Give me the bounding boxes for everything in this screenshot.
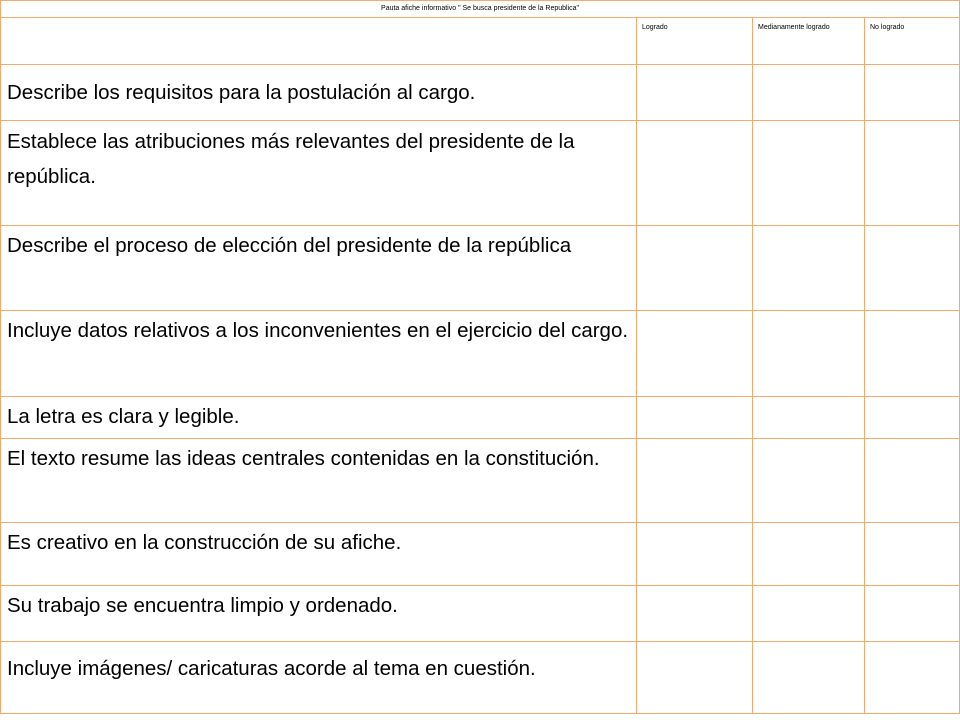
criterion-row (1, 311, 960, 397)
score-cell-logrado[interactable] (637, 121, 753, 226)
criterion-row (1, 439, 960, 523)
score-cell-medianamente-logrado[interactable] (753, 586, 865, 642)
score-cell-no-logrado[interactable] (865, 311, 960, 397)
criterion-text: Incluye imágenes/ caricaturas acorde al tema en cuestión. (1, 642, 637, 714)
title-row (1, 1, 960, 18)
score-cell-medianamente-logrado[interactable] (753, 65, 865, 121)
score-cell-no-logrado[interactable] (865, 586, 960, 642)
criterion-text: Incluye datos relativos a los inconvenientes en el ejercicio del cargo. (1, 311, 637, 397)
score-cell-medianamente-logrado[interactable] (753, 226, 865, 311)
criterion-row (1, 397, 960, 439)
score-cell-logrado[interactable] (637, 586, 753, 642)
criterion-text: La letra es clara y legible. (1, 397, 637, 439)
criteria-header-cell (1, 18, 637, 65)
score-cell-logrado[interactable] (637, 642, 753, 714)
score-cell-no-logrado[interactable] (865, 65, 960, 121)
criterion-row (1, 121, 960, 226)
score-cell-medianamente-logrado[interactable] (753, 397, 865, 439)
column-header-logrado: Logrado (637, 18, 753, 65)
column-header-medianamente-logrado: Medianamente logrado (753, 18, 865, 65)
score-cell-no-logrado[interactable] (865, 226, 960, 311)
criterion-text: Describe el proceso de elección del presidente de la república (1, 226, 637, 311)
score-cell-medianamente-logrado[interactable] (753, 642, 865, 714)
score-cell-no-logrado[interactable] (865, 642, 960, 714)
criterion-text: Es creativo en la construcción de su afiche. (1, 523, 637, 586)
score-cell-medianamente-logrado[interactable] (753, 523, 865, 586)
criterion-text: Describe los requisitos para la postulación al cargo. (1, 65, 637, 121)
rubric-title: Pauta afiche informativo " Se busca presidente de la Republica" (1, 1, 960, 18)
criterion-text: El texto resume las ideas centrales contenidas en la constitución. (1, 439, 637, 523)
criterion-row (1, 226, 960, 311)
criterion-row (1, 65, 960, 121)
header-row (1, 18, 960, 65)
score-cell-logrado[interactable] (637, 439, 753, 523)
score-cell-logrado[interactable] (637, 523, 753, 586)
column-header-no-logrado: No logrado (865, 18, 960, 65)
criterion-row (1, 523, 960, 586)
score-cell-logrado[interactable] (637, 226, 753, 311)
criterion-row (1, 586, 960, 642)
score-cell-no-logrado[interactable] (865, 121, 960, 226)
score-cell-logrado[interactable] (637, 65, 753, 121)
score-cell-no-logrado[interactable] (865, 523, 960, 586)
criterion-row (1, 642, 960, 714)
criterion-text: Su trabajo se encuentra limpio y ordenado. (1, 586, 637, 642)
score-cell-medianamente-logrado[interactable] (753, 121, 865, 226)
score-cell-no-logrado[interactable] (865, 439, 960, 523)
score-cell-no-logrado[interactable] (865, 397, 960, 439)
criterion-text: Establece las atribuciones más relevantes del presidente de la república. (1, 121, 637, 226)
score-cell-logrado[interactable] (637, 311, 753, 397)
score-cell-logrado[interactable] (637, 397, 753, 439)
score-cell-medianamente-logrado[interactable] (753, 311, 865, 397)
score-cell-medianamente-logrado[interactable] (753, 439, 865, 523)
